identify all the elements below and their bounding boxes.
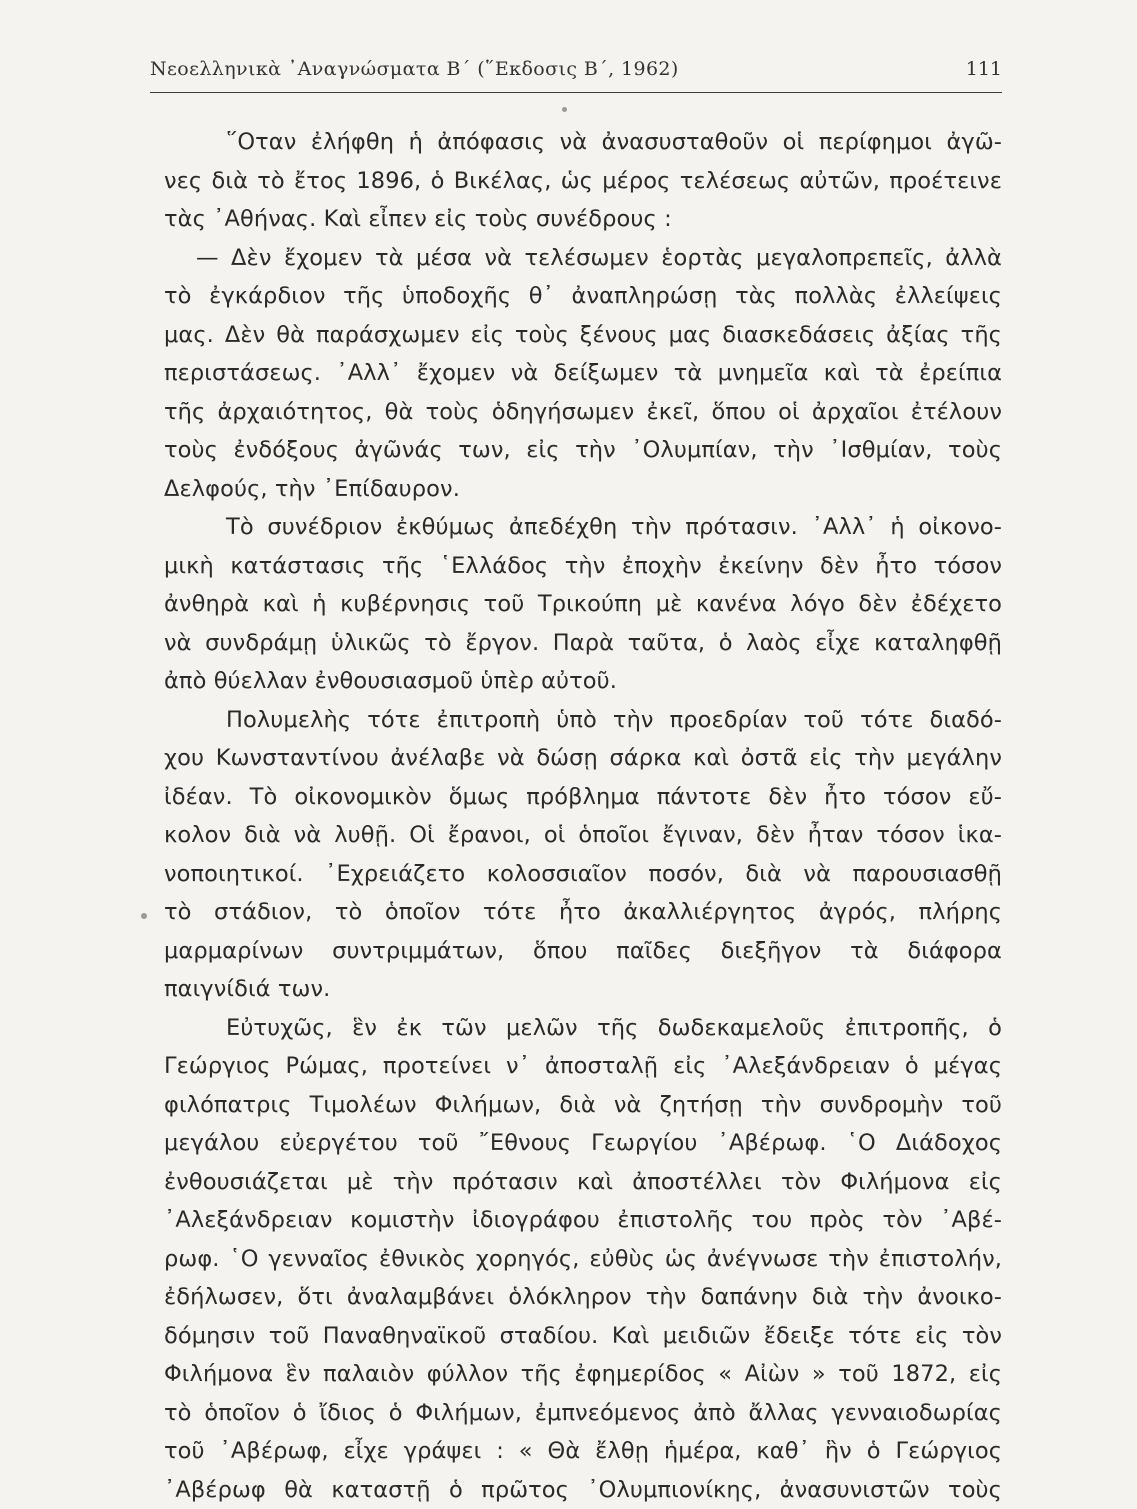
header-title: Νεοελληνικὰ ᾿Αναγνώσματα Β΄ (῞Εκδοσις Β΄, 1962) <box>150 58 679 80</box>
text-line: ρωφ. ῾Ο γενναῖος ἐθνικὸς χορηγός, εὐθὺς ὡς ἀνέγνωσε τὴν ἐπιστολήν, <box>164 1240 1002 1279</box>
text-line: κολον διὰ νὰ λυθῇ. Οἱ ἔρανοι, οἱ ὁποῖοι ἔγιναν, δὲν ἦταν τόσον ἱκα- <box>164 816 1002 855</box>
text-line: Τὸ συνέδριον ἐκθύμως ἀπεδέχθη τὴν πρότασιν. ᾿Αλλ᾿ ἡ οἰκονο- <box>164 508 1002 547</box>
text-line: νοποιητικοί. ᾿Εχρειάζετο κολοσσιαῖον ποσόν, διὰ νὰ παρουσιασθῇ <box>164 855 1002 894</box>
page-number: 111 <box>966 58 1002 80</box>
text-line: Φιλήμονα ἓν παλαιὸν φύλλον τῆς ἐφημερίδος « Αἰὼν » τοῦ 1872, εἰς <box>164 1355 1002 1394</box>
text-line: ἐνθουσιάζεται μὲ τὴν πρότασιν καὶ ἀποστέλλει τὸν Φιλήμονα εἰς <box>164 1163 1002 1202</box>
text-line: μεγάλου εὐεργέτου τοῦ ῎Εθνους Γεωργίου ᾿Αβέρωφ. ῾Ο Διάδοχος <box>164 1124 1002 1163</box>
text-line: ἰδέαν. Τὸ οἰκονομικὸν ὅμως πρόβλημα πάντοτε δὲν ἦτο τόσον εὔ- <box>164 778 1002 817</box>
running-header <box>150 58 1002 93</box>
text-line: μας. Δὲν θὰ παράσχωμεν εἰς τοὺς ξένους μας διασκεδάσεις ἀξίας τῆς <box>164 316 1002 355</box>
text-line: ἀνθηρὰ καὶ ἡ κυβέρνησις τοῦ Τρικούπη μὲ κανένα λόγο δὲν ἐδέχετο <box>164 585 1002 624</box>
text-line: μικὴ κατάστασις τῆς ῾Ελλάδος τὴν ἐποχὴν ἐκείνην δὲν ἦτο τόσον <box>164 547 1002 586</box>
text-line: χου Κωνσταντίνου ἀνέλαβε νὰ δώσῃ σάρκα καὶ ὀστᾶ εἰς τὴν μεγάλην <box>164 739 1002 778</box>
text-line: ᾿Αβέρωφ θὰ καταστῇ ὁ πρῶτος ᾿Ολυμπιονίκης, ἀνασυνιστῶν τοὺς <box>164 1471 1002 1509</box>
body-text <box>164 123 1002 1509</box>
text-line: τοῦ ᾿Αβέρωφ, εἶχε γράψει : « Θὰ ἔλθῃ ἡμέρα, καθ᾿ ἣν ὁ Γεώργιος <box>164 1432 1002 1471</box>
text-line: περιστάσεως. ᾿Αλλ᾿ ἔχομεν νὰ δείξωμεν τὰ μνημεῖα καὶ τὰ ἐρείπια <box>164 354 1002 393</box>
text-line: ᾿Αλεξάνδρειαν κομιστὴν ἰδιογράφου ἐπιστολῆς του πρὸς τὸν ᾿Αβέ- <box>164 1201 1002 1240</box>
text-line: τὸ ἐγκάρδιον τῆς ὑποδοχῆς θ᾿ ἀναπληρώσῃ τὰς πολλὰς ἐλλείψεις <box>164 277 1002 316</box>
text-line: τὰς ᾿Αθήνας. Καὶ εἶπεν εἰς τοὺς συνέδρους : <box>164 200 1002 239</box>
text-line: νὰ συνδράμῃ ὑλικῶς τὸ ἔργον. Παρὰ ταῦτα, ὁ λαὸς εἶχε καταληφθῇ <box>164 624 1002 663</box>
text-line: φιλόπατρις Τιμολέων Φιλήμων, διὰ νὰ ζητήσῃ τὴν συνδρομὴν τοῦ <box>164 1086 1002 1125</box>
text-line: τῆς ἀρχαιότητος, θὰ τοὺς ὁδηγήσωμεν ἐκεῖ, ὅπου οἱ ἀρχαῖοι ἐτέλουν <box>164 393 1002 432</box>
text-line: ῞Οταν ἐλήφθη ἡ ἀπόφασις νὰ ἀνασυσταθοῦν οἱ περίφημοι ἀγῶ- <box>164 123 1002 162</box>
scan-speck <box>562 107 567 112</box>
text-line: ἀπὸ θύελλαν ἐνθουσιασμοῦ ὑπὲρ αὐτοῦ. <box>164 662 1002 701</box>
text-line: τὸ στάδιον, τὸ ὁποῖον τότε ἦτο ἀκαλλιέργητος ἀγρός, πλήρης <box>164 893 1002 932</box>
text-line: ἐδήλωσεν, ὅτι ἀναλαμβάνει ὁλόκληρον τὴν δαπάνην διὰ τὴν ἀνοικο- <box>164 1278 1002 1317</box>
text-line: Πολυμελὴς τότε ἐπιτροπὴ ὑπὸ τὴν προεδρίαν τοῦ τότε διαδό- <box>164 701 1002 740</box>
text-line: — Δὲν ἔχομεν τὰ μέσα νὰ τελέσωμεν ἑορτὰς μεγαλοπρεπεῖς, ἀλλὰ <box>164 239 1002 278</box>
text-line: Γεώργιος Ρώμας, προτείνει ν᾿ ἀποσταλῇ εἰς ᾿Αλεξάνδρειαν ὁ μέγας <box>164 1047 1002 1086</box>
text-line: νες διὰ τὸ ἔτος 1896, ὁ Βικέλας, ὡς μέρος τελέσεως αὐτῶν, προέτεινε <box>164 162 1002 201</box>
text-line: Εὐτυχῶς, ἓν ἐκ τῶν μελῶν τῆς δωδεκαμελοῦς ἐπιτροπῆς, ὁ <box>164 1009 1002 1048</box>
text-line: παιγνίδιά των. <box>164 970 1002 1009</box>
text-line: τοὺς ἐνδόξους ἀγῶνάς των, εἰς τὴν ᾿Ολυμπίαν, τὴν ᾿Ισθμίαν, τοὺς <box>164 431 1002 470</box>
text-line: τὸ ὁποῖον ὁ ἴδιος ὁ Φιλήμων, ἐμπνεόμενος ἀπὸ ἄλλας γενναιοδωρίας <box>164 1394 1002 1433</box>
text-line: δόμησιν τοῦ Παναθηναϊκοῦ σταδίου. Καὶ μειδιῶν ἔδειξε τότε εἰς τὸν <box>164 1317 1002 1356</box>
text-line: Δελφούς, τὴν ᾿Επίδαυρον. <box>164 470 1002 509</box>
text-line: μαρμαρίνων συντριμμάτων, ὅπου παῖδες διεξῆγον τὰ διάφορα <box>164 932 1002 971</box>
scan-speck <box>141 913 147 919</box>
